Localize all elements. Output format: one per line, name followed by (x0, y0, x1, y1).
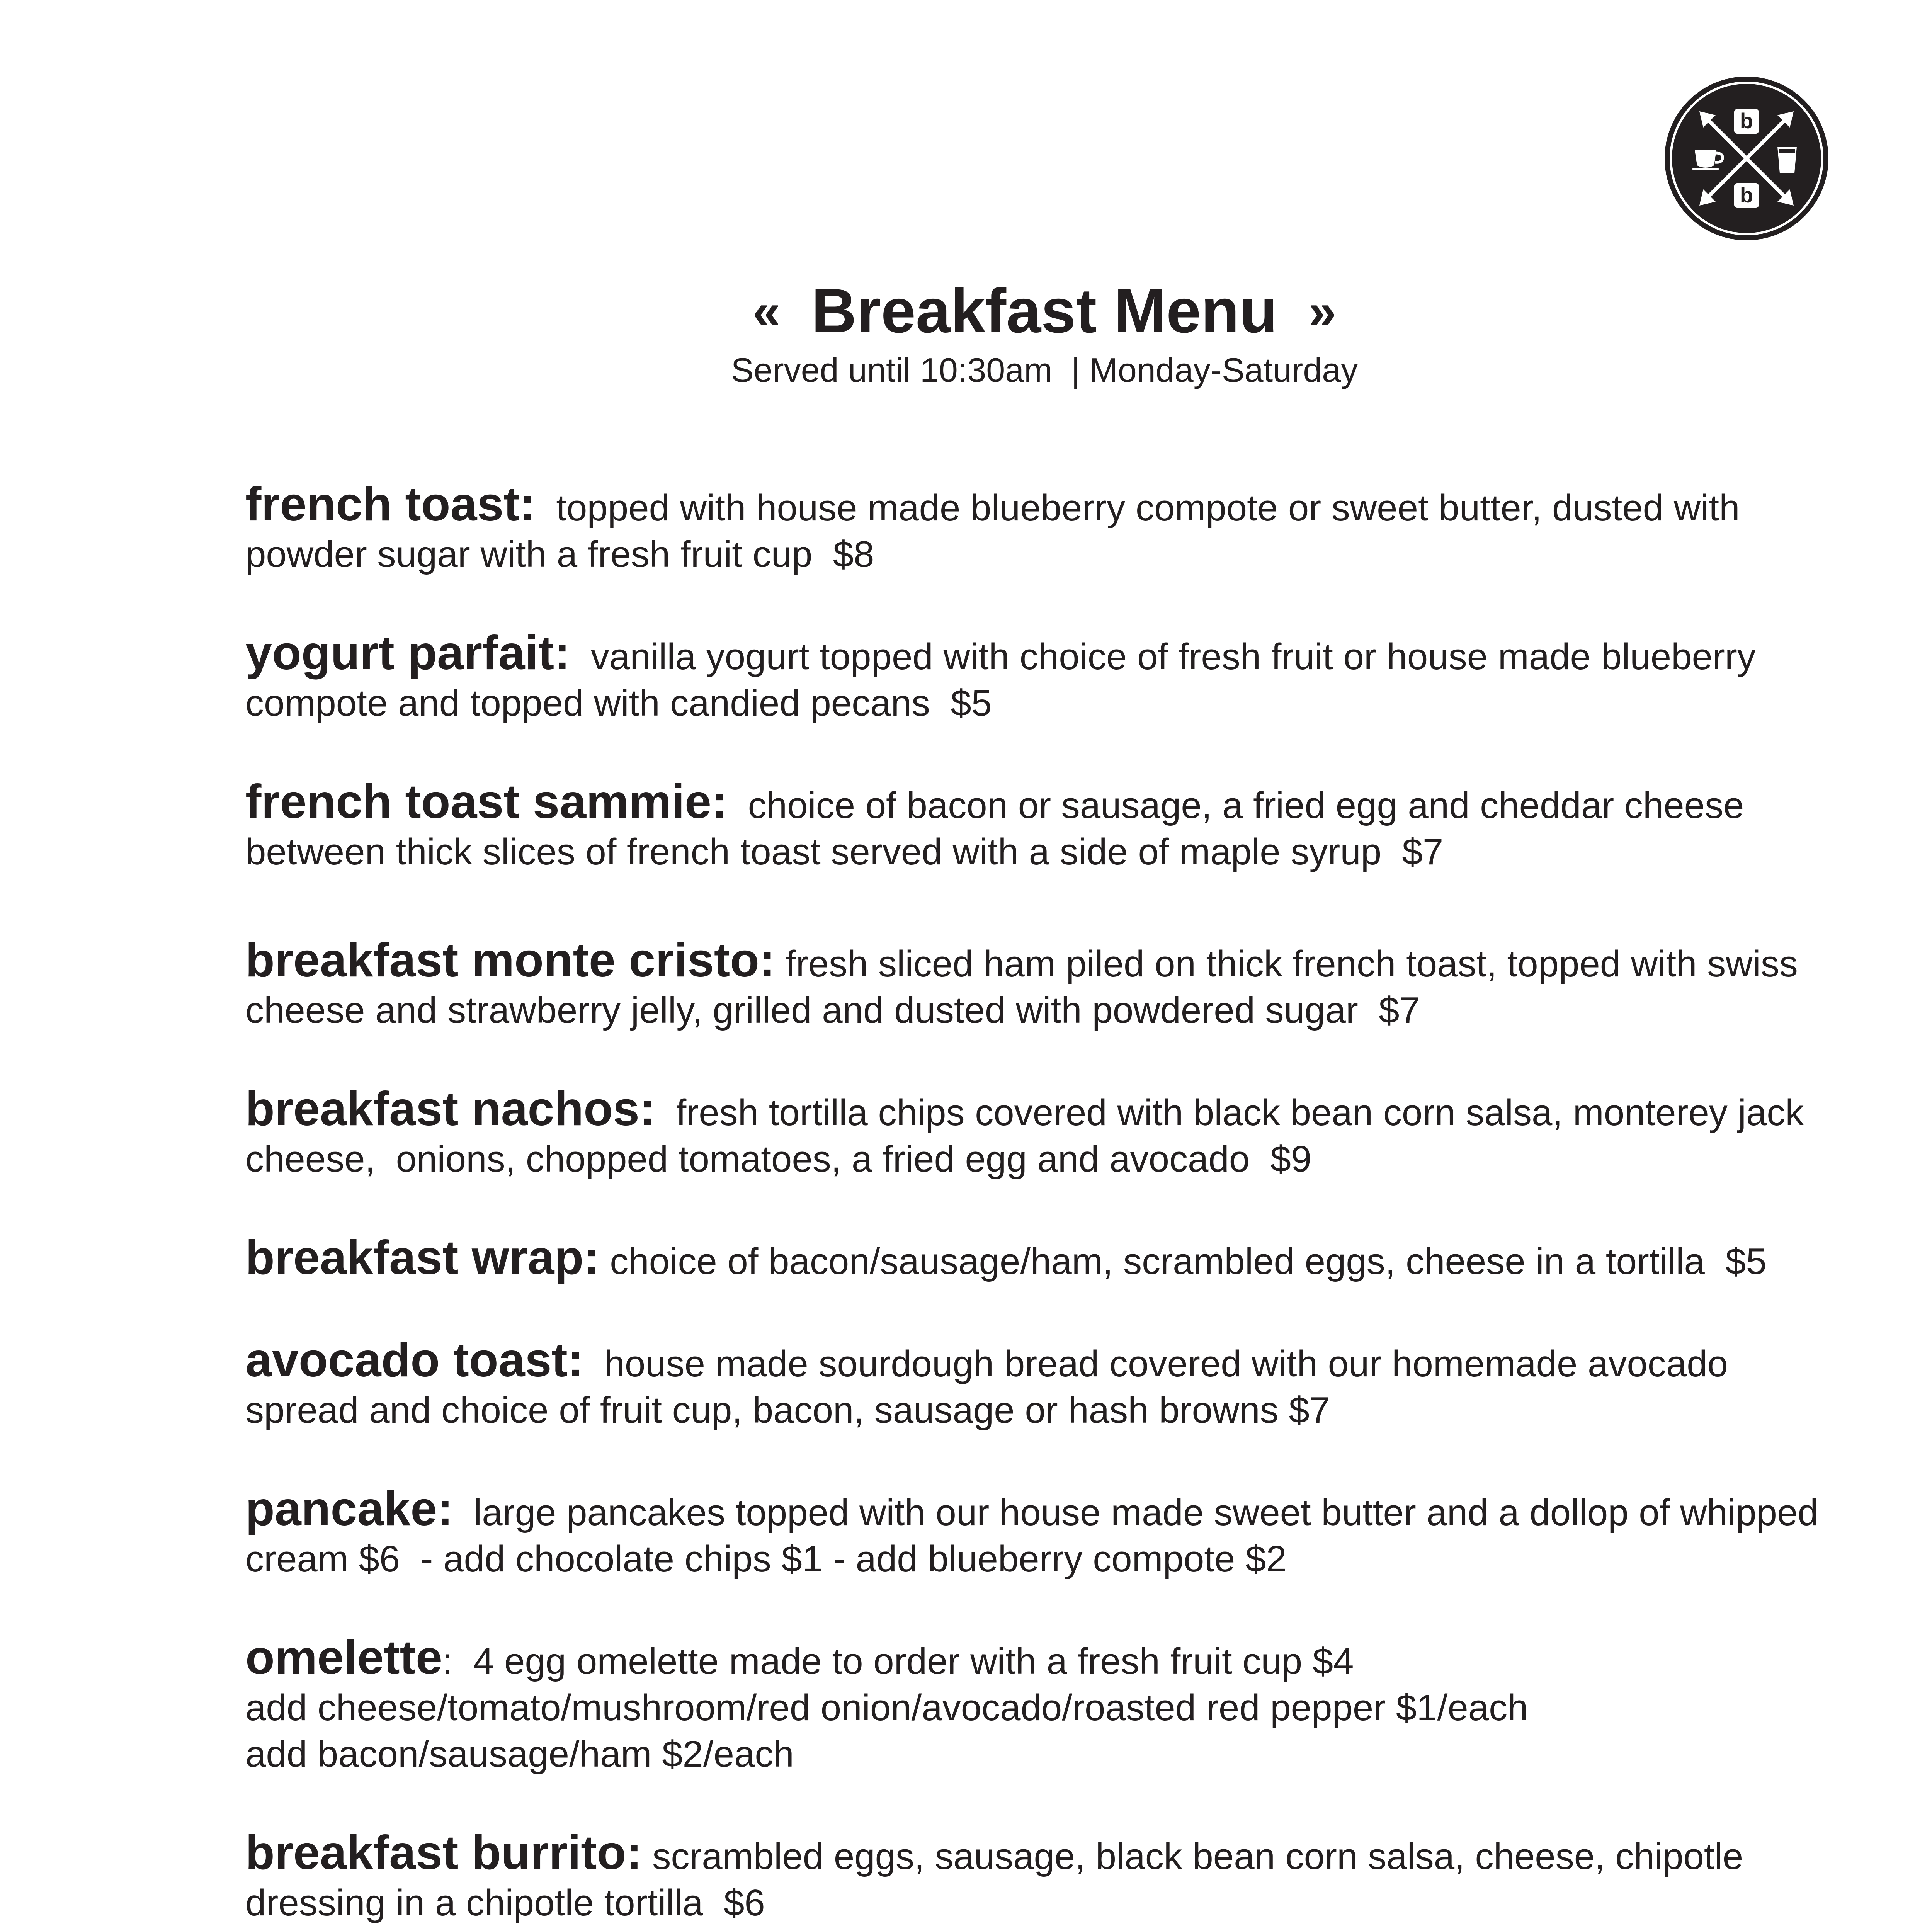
menu-item-description: house made sourdough bread covered with our homemade avocado (583, 1343, 1728, 1384)
menu-item-description: vanilla yogurt topped with choice of fresh fruit or house made blueberry (570, 636, 1756, 677)
menu-item-description: spread and choice of fruit cup, bacon, sausage or hash browns $7 (245, 1389, 1330, 1431)
menu-item-name: yogurt parfait: (245, 626, 570, 680)
menu-item-name: french toast: (245, 478, 536, 531)
menu-item (245, 1631, 1868, 1777)
menu-item (245, 1482, 1868, 1582)
menu-item (245, 626, 1868, 726)
menu-item (245, 1333, 1868, 1434)
menu-item-name: pancake: (245, 1482, 453, 1536)
menu-item-line (245, 1631, 1868, 1685)
menu-item (245, 1082, 1868, 1182)
menu-item-description: powder sugar with a fresh fruit cup $8 (245, 534, 874, 575)
menu-item-description: fresh sliced ham piled on thick french toast, topped with swiss (775, 943, 1798, 985)
logo-letter-top: b (1740, 109, 1753, 133)
menu-item-description: cheese and strawberry jelly, grilled and dusted with powdered sugar $7 (245, 990, 1420, 1031)
menu-item-name: breakfast nachos: (245, 1082, 656, 1136)
menu-item-description: between thick slices of french toast served with a side of maple syrup $7 (245, 831, 1444, 872)
menu-item-line (245, 1482, 1868, 1536)
menu-item-line (245, 478, 1868, 531)
service-hours: Served until 10:30am | Monday-Saturday (731, 351, 1358, 389)
menu-item-line (245, 1231, 1868, 1285)
menu-item-name: breakfast burrito: (245, 1826, 642, 1879)
menu-item-description: add cheese/tomato/mushroom/red onion/avocado/roasted red pepper $1/each (245, 1687, 1528, 1728)
menu-item-description: cream $6 - add chocolate chips $1 - add blueberry compote $2 (245, 1538, 1287, 1580)
menu-item (245, 1231, 1868, 1285)
menu-item (245, 478, 1868, 578)
left-ornament: « (752, 283, 781, 339)
b+b-crossed-arrows-logo-icon (1662, 73, 1832, 243)
menu-item-name: breakfast wrap: (245, 1231, 600, 1284)
menu-item-description: choice of bacon/sausage/ham, scrambled eggs, cheese in a tortilla $5 (599, 1241, 1767, 1282)
menu-item-description: topped with house made blueberry compote or sweet butter, dusted with (535, 487, 1740, 529)
menu-item-description: fresh tortilla chips covered with black bean corn salsa, monterey jack (655, 1092, 1804, 1133)
menu-item-name: omelette (245, 1631, 442, 1684)
menu-item-line (245, 775, 1868, 829)
menu-item-description: dressing in a chipotle tortilla $6 (245, 1882, 765, 1923)
menu-item (245, 775, 1868, 875)
menu-item-line (245, 1826, 1868, 1880)
menu-item-name: avocado toast: (245, 1333, 584, 1387)
logo (1662, 73, 1832, 243)
menu-item-name: french toast sammie: (245, 775, 728, 828)
menu-item-line (245, 934, 1868, 987)
right-ornament: » (1308, 283, 1337, 339)
menu-item-line (245, 1333, 1868, 1387)
menu-item-description: compote and topped with candied pecans $5 (245, 682, 992, 724)
menu-item (245, 1826, 1868, 1926)
menu-item-description: add bacon/sausage/ham $2/each (245, 1733, 794, 1775)
page-title: Breakfast Menu (811, 276, 1278, 346)
menu-item-name: breakfast monte cristo: (245, 934, 776, 987)
menu-item-description: choice of bacon or sausage, a fried egg and cheddar cheese (727, 785, 1744, 826)
logo-letter-bottom: b (1740, 183, 1753, 207)
menu-item-line (245, 626, 1868, 680)
menu-item (245, 934, 1868, 1034)
title-row (0, 270, 1932, 352)
menu-item-description: : 4 egg omelette made to order with a fresh fruit cup $4 (442, 1641, 1354, 1682)
menu-item-description: scrambled eggs, sausage, black bean corn salsa, cheese, chipotle (642, 1836, 1743, 1877)
menu-item-description: large pancakes topped with our house made sweet butter and a dollop of whipped (453, 1492, 1818, 1533)
menu-item-line (245, 1082, 1868, 1136)
menu-item-description: cheese, onions, chopped tomatoes, a fried egg and avocado $9 (245, 1138, 1312, 1180)
